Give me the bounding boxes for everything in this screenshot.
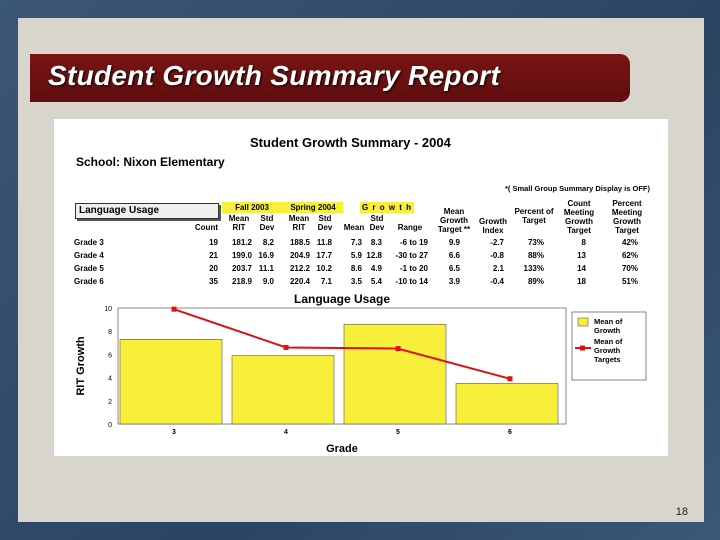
table-cell-count: 35 bbox=[209, 277, 218, 286]
growth-chart bbox=[54, 119, 668, 456]
growth-header: G r o w t h bbox=[361, 203, 413, 212]
table-cell-fall-std: 8.2 bbox=[262, 238, 274, 247]
table-cell-range: -30 to 27 bbox=[395, 251, 428, 260]
bar-grade-4 bbox=[232, 356, 334, 424]
x-tick-label: 5 bbox=[396, 429, 400, 436]
table-cell-pct-meeting: 51% bbox=[621, 277, 638, 286]
table-cell-growth-std: 5.4 bbox=[370, 277, 382, 286]
target-point-grade-6 bbox=[508, 376, 513, 381]
table-cell-pct-target: 89% bbox=[527, 277, 544, 286]
fall-header: Fall 2003 bbox=[235, 203, 269, 212]
table-cell-target: 6.5 bbox=[448, 264, 460, 273]
table-cell-index: -2.7 bbox=[490, 238, 504, 247]
target-point-grade-5 bbox=[396, 346, 401, 351]
table-cell-fall-mean: 181.2 bbox=[231, 238, 252, 247]
table-cell-spring-mean: 212.2 bbox=[289, 264, 310, 273]
y-tick-label: 10 bbox=[104, 306, 112, 313]
page-number: 18 bbox=[675, 506, 688, 518]
table-cell-growth-mean: 3.5 bbox=[350, 277, 362, 286]
spring-mean-header: Mean RIT bbox=[288, 214, 310, 232]
growth-mean-header: Mean bbox=[343, 223, 365, 232]
legend-line-marker bbox=[580, 346, 585, 351]
table-cell-spring-std: 17.7 bbox=[316, 251, 332, 260]
table-cell-count: 20 bbox=[209, 264, 218, 273]
x-tick-label: 4 bbox=[284, 429, 288, 436]
target-point-grade-4 bbox=[284, 345, 289, 350]
table-cell-count: 19 bbox=[209, 238, 218, 247]
table-cell-target: 3.9 bbox=[448, 277, 460, 286]
table-cell-pct-target: 133% bbox=[523, 264, 544, 273]
table-cell-growth-mean: 5.9 bbox=[350, 251, 362, 260]
y-tick-label: 8 bbox=[108, 329, 112, 337]
table-cell-fall-mean: 203.7 bbox=[231, 264, 252, 273]
table-cell-target: 6.6 bbox=[448, 251, 460, 260]
percent-meeting-header: Percent Meeting Growth Target bbox=[611, 199, 643, 235]
school-name: School: Nixon Elementary bbox=[76, 155, 225, 169]
y-tick-label: 4 bbox=[108, 375, 112, 383]
table-cell-range: -10 to 14 bbox=[395, 277, 428, 286]
table-cell-index: 2.1 bbox=[492, 264, 504, 273]
y-tick-label: 2 bbox=[108, 398, 112, 406]
y-tick-label: 0 bbox=[108, 422, 112, 429]
table-cell-spring-mean: 204.9 bbox=[289, 251, 310, 260]
bar-grade-5 bbox=[344, 324, 446, 424]
spring-std-header: Std Dev bbox=[317, 214, 333, 232]
table-cell-fall-mean: 199.0 bbox=[231, 251, 252, 260]
table-cell-index: -0.4 bbox=[490, 277, 504, 286]
growth-index-header: Growth Index bbox=[479, 217, 507, 235]
table-row-grade: Grade 3 bbox=[74, 238, 104, 247]
subject-label: Language Usage bbox=[75, 203, 219, 219]
fall-mean-header: Mean RIT bbox=[228, 214, 250, 232]
table-row-grade: Grade 5 bbox=[74, 264, 104, 273]
table-cell-pct-meeting: 62% bbox=[621, 251, 638, 260]
percent-of-target-header: Percent of Target bbox=[514, 207, 554, 225]
table-cell-pct-meeting: 70% bbox=[621, 264, 638, 273]
x-tick-label: 3 bbox=[172, 429, 176, 436]
report-title: Student Growth Summary - 2004 bbox=[250, 135, 451, 150]
table-cell-pct-meeting: 42% bbox=[621, 238, 638, 247]
table-cell-fall-std: 9.0 bbox=[262, 277, 274, 286]
table-cell-spring-std: 11.8 bbox=[316, 238, 332, 247]
table-cell-target: 9.9 bbox=[448, 238, 460, 247]
table-row-grade: Grade 6 bbox=[74, 277, 104, 286]
table-cell-fall-std: 11.1 bbox=[258, 264, 274, 273]
legend-line-label: Mean of Growth Targets bbox=[594, 337, 623, 364]
y-axis-label: RIT Growth bbox=[75, 336, 87, 396]
range-header: Range bbox=[397, 223, 423, 232]
chart-title: Language Usage bbox=[293, 292, 391, 306]
count-header: Count bbox=[194, 223, 218, 232]
legend-bar-label: Mean of Growth bbox=[594, 317, 623, 335]
table-cell-growth-mean: 7.3 bbox=[350, 238, 362, 247]
table-cell-range: -1 to 20 bbox=[399, 264, 428, 273]
table-row-grade: Grade 4 bbox=[74, 251, 104, 260]
table-cell-index: -0.8 bbox=[490, 251, 504, 260]
table-cell-fall-std: 16.9 bbox=[258, 251, 274, 260]
count-meeting-header: Count Meeting Growth Target bbox=[563, 199, 595, 235]
bar-grade-6 bbox=[456, 383, 558, 424]
target-point-grade-3 bbox=[172, 307, 177, 312]
bar-grade-3 bbox=[120, 339, 222, 424]
table-cell-pct-target: 88% bbox=[527, 251, 544, 260]
slide-title: Student Growth Summary Report bbox=[48, 60, 501, 91]
mean-growth-target-header: Mean Growth Target ** bbox=[437, 207, 471, 234]
x-tick-label: 6 bbox=[508, 429, 512, 436]
table-cell-growth-std: 12.8 bbox=[366, 251, 382, 260]
table-cell-spring-mean: 220.4 bbox=[289, 277, 310, 286]
table-cell-growth-mean: 8.6 bbox=[350, 264, 362, 273]
table-cell-count-meeting: 14 bbox=[577, 264, 586, 273]
table-cell-spring-std: 7.1 bbox=[320, 277, 332, 286]
table-cell-count-meeting: 18 bbox=[577, 277, 586, 286]
table-cell-growth-std: 4.9 bbox=[370, 264, 382, 273]
table-cell-count: 21 bbox=[209, 251, 218, 260]
table-cell-count-meeting: 8 bbox=[581, 238, 586, 247]
legend-bar-swatch bbox=[578, 318, 588, 326]
y-tick-label: 6 bbox=[108, 352, 112, 360]
spring-header: Spring 2004 bbox=[290, 203, 336, 212]
table-cell-fall-mean: 218.9 bbox=[231, 277, 252, 286]
report-image bbox=[54, 119, 668, 456]
table-cell-growth-std: 8.3 bbox=[370, 238, 382, 247]
growth-std-header: Std Dev bbox=[369, 214, 385, 232]
fall-std-header: Std Dev bbox=[259, 214, 275, 232]
table-cell-spring-std: 10.2 bbox=[316, 264, 332, 273]
x-axis-label: Grade bbox=[326, 443, 358, 455]
table-cell-pct-target: 73% bbox=[527, 238, 544, 247]
table-cell-range: -6 to 19 bbox=[399, 238, 428, 247]
small-group-note: *( Small Group Summary Display is OFF) bbox=[504, 184, 650, 193]
table-cell-spring-mean: 188.5 bbox=[289, 238, 310, 247]
table-cell-count-meeting: 13 bbox=[577, 251, 586, 260]
